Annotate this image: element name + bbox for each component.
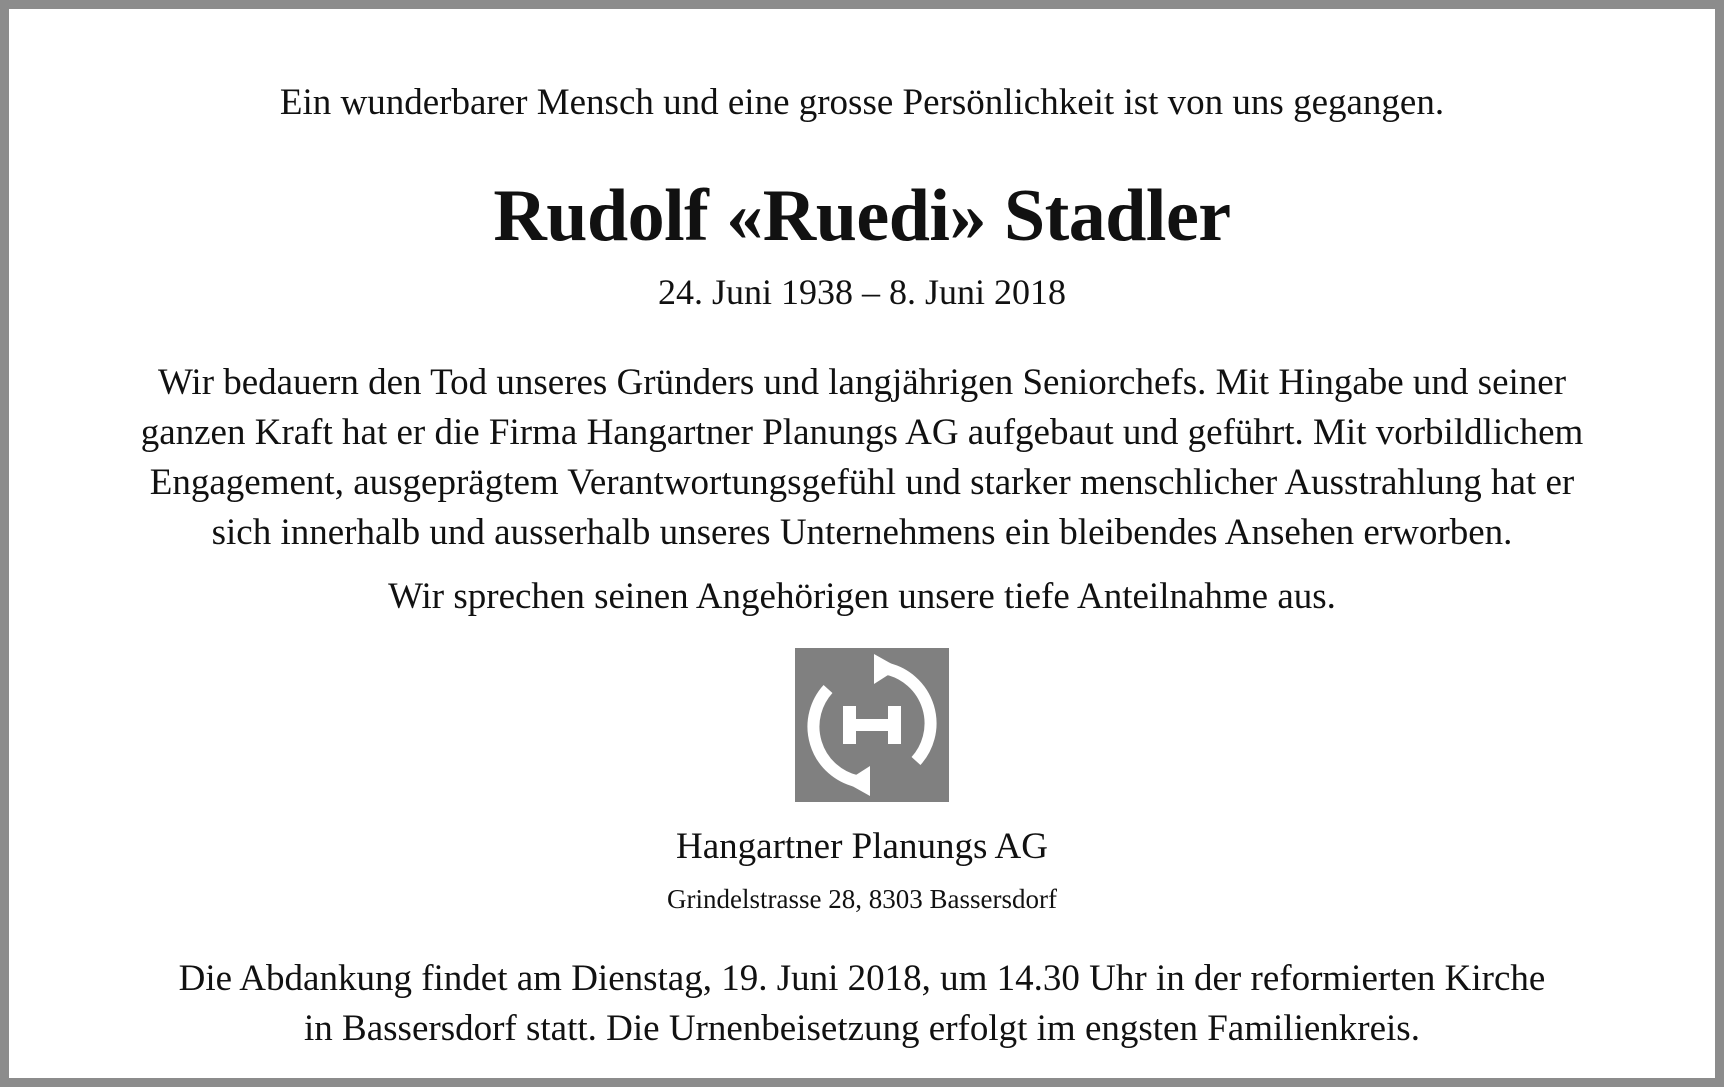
ceremony-line: Die Abdankung findet am Dienstag, 19. Juni 2018, um 14.30 Uhr in der reformierten Kirche <box>178 958 1546 999</box>
tribute-line: Engagement, ausgeprägtem Verantwortungsgefühl und starker menschlicher Ausstrahlung hat er <box>149 462 1575 503</box>
condolence-text: Wir sprechen seinen Angehörigen unsere tiefe Anteilnahme aus. <box>388 576 1336 617</box>
ceremony-info <box>18 954 1706 1054</box>
company-address: Grindelstrasse 28, 8303 Bassersdorf <box>667 884 1057 914</box>
ceremony-line: in Bassersdorf statt. Die Urnenbeisetzung erfolgt im engsten Familienkreis. <box>304 1008 1420 1049</box>
tribute-line: Wir bedauern den Tod unseres Gründers und langjährigen Seniorchefs. Mit Hingabe und seiner <box>157 362 1567 403</box>
tribute-line: ganzen Kraft hat er die Firma Hangartner Planungs AG aufgebaut und geführt. Mit vorbildlichem <box>140 412 1584 453</box>
tribute-line: sich innerhalb und ausserhalb unseres Unternehmens ein bleibendes Ansehen erworben. <box>211 512 1513 553</box>
company-name: Hangartner Planungs AG <box>676 826 1048 867</box>
deceased-name: Rudolf «Ruedi» Stadler <box>493 175 1231 257</box>
tribute-paragraph <box>18 358 1706 558</box>
life-dates: 24. Juni 1938 – 8. Juni 2018 <box>657 272 1067 312</box>
company-logo-icon <box>795 648 949 802</box>
obituary-notice <box>18 18 1706 1069</box>
intro-text: Ein wunderbarer Mensch und eine grosse Persönlichkeit ist von uns gegangen. <box>279 82 1445 123</box>
